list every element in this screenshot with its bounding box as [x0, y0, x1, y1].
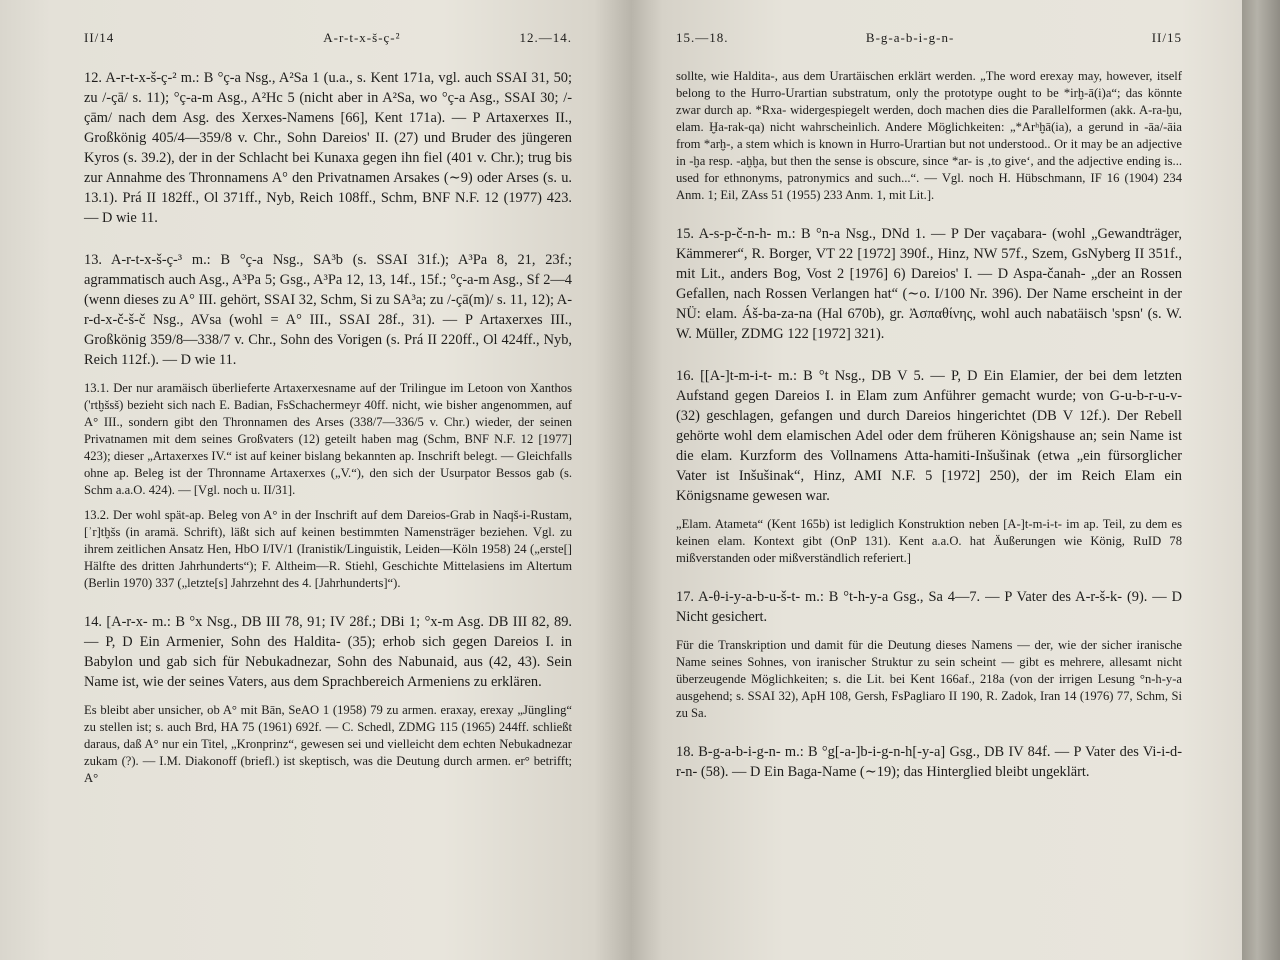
right-entry-range: 15.—18. — [676, 30, 729, 45]
left-page-number: II/14 — [84, 30, 115, 45]
book-page-edge — [1242, 0, 1280, 960]
right-page-number: II/15 — [1151, 30, 1182, 45]
note-14-continued: sollte, wie Haldita-, aus dem Urartäischen erklärt werden. „The word erexay may, however, itself belong to the Hurro-Urartian substratum, only the prototype ought to be *irḫ-ā(i)a“; das könnte zwar durch ap. *Rxa- widergespiegelt werden, doch machen dies die Parallelformen (akk. A-ra-ḫu, elam. Ḫa-rak-qa) nicht wahrscheinlich. Andere Möglichkeiten: „*Arʰḫā(ia), a gerund in -āa/-āia from *arḫ-, a stem which is known in Hurro-Urartian but not understood.. Or it may be an adjective in -ḫa resp. -aḫḫa, but then the sense is obscure, since *ar- is ‚to give‘, and the adjective ending is... used for ethnonyms, patronymics and such...“. — Vgl. noch H. Hübschmann, IF 16 (1904) 234 Anm. 1; Eil, ZAss 51 (1955) 233 Anm. 1, mit Lit.]. — [676, 69, 1182, 202]
note-16: „Elam. Atameta“ (Kent 165b) ist lediglich Konstruktion neben [A-]t-m-i-t- im ap. Teil, zu dem es keinen elam. Kontext gibt (OnP 131). Kent a.a.O. hat Äußerungen wie König, RuID 78 mißverstanden oder mißverständlich referiert.] — [676, 517, 1182, 565]
note-17: Für die Transkription und damit für die Deutung dieses Namens — der, wie der sicher iranische Name seines Sohnes, von iranischer Struktur zu sein scheint — gibt es mehrere, allesamt nicht überzeugende Möglichkeiten; s. die Lit. bei Kent 166af., 218a (von der irrigen Lesung °n-h-y-a ausgehend; s. SSAI 32), ApH 108, Gersh, FsPagliaro II 190, R. Zadok, Iran 14 (1976) 77, Schm, Si zu Sa. — [676, 638, 1182, 720]
right-page — [632, 0, 1242, 960]
entry-13: 13. A-r-t-x-š-ç-³ m.: B °ç-a Nsg., SA³b (s. SSAI 31f.); A³Pa 8, 21, 23f.; agrammatisch auch Asg., A³Pa 5; Gsg., A³Pa 12, 13, 14f., 15f.; °ç-a-m Asg., Sf 2—4 (wenn dieses zu A° III. gehört, SSAI 32, Schm, Si zu SA³a; zu /-çā(m)/ s. 11, 12); A-r-d-x-č-š-č Nsg., AVsa (wohl = A° III., SSAI 28f., 31). — P Artaxerxes III., Großkönig 359/8—338/7 v. Chr., Sohn des Vorigen (s. Prá II 220ff., Ol 424ff., Nyb, Reich 112f.). — D wie 11. — [84, 252, 572, 368]
entry-17: 17. A-θ-i-y-a-b-u-š-t- m.: B °t-h-y-a Gsg., Sa 4—7. — P Vater des A-r-š-k- (9). — D Nicht gesichert. — [676, 589, 1182, 625]
entry-12: 12. A-r-t-x-š-ç-² m.: B °ç-a Nsg., A²Sa 1 (u.a., s. Kent 171a, vgl. auch SSAI 31, 50; zu /-çā/ s. 11); °ç-a-m Asg., A²Hc 5 (nicht aber in A²Sa, wo °ç-a Asg., SSAI 30; /-çām/ nach dem Asg. des Xerxes-Namens [66], Kent 171a). — P Artaxerxes II., Großkönig 405/4—359/8 v. Chr., Sohn Dareios' II. (27) und Bruder des jüngeren Kyros (s. 39.2), der in der Schlacht bei Kunaxa gegen ihn fiel (401 v. Chr.); trug bis zur Annahme des Thronnamens A° den Privatnamen Arsakes (∼9) oder Arses (s. u. 13.1). Prá II 182ff., Ol 371ff., Nyb, Reich 108ff., Schm, BNF N.F. 12 (1977) 423. — D wie 11. — [84, 70, 572, 226]
right-running-head: B-g-a-b-i-g-n- — [865, 30, 955, 45]
entry-16: 16. [[A-]t-m-i-t- m.: B °t Nsg., DB V 5. — P, D Ein Elamier, der bei dem letzten Aufstand gegen Dareios I. in Elam zum Anführer gemacht wurde; von G-u-b-r-u-v- (32) geschlagen, gefangen und durch Dareios hingerichtet (DB V 12f.). Der Rebell gehörte wohl dem elamischen Adel oder dem früheren Königshause an; sein Name ist die elam. Kurzform des Vollnamens Atta-hamiti-Inšušinak (etwa „ein fürsorglicher Vater ist Inšušinak“, Hinz, AMI N.F. 5 [1972] 250), der im Reich Elam ein Königsname gewesen war. — [676, 368, 1182, 504]
entry-14: 14. [A-r-x- m.: B °x Nsg., DB III 78, 91; IV 28f.; DBi 1; °x-m Asg. DB III 82, 89. — P, D Ein Armenier, Sohn des Haldita- (35); erhob sich gegen Dareios I. in Babylon und gab sich für Nebukadnezar, Sohn des Nabunaid, aus (42, 43). Sein Name ist, wie der seines Vaters, aus dem Sprachbereich Armeniens zu erklären. — [84, 614, 572, 690]
left-page — [0, 0, 632, 960]
note-13-2: 13.2. Der wohl spät-ap. Beleg von A° in der Inschrift auf dem Dareios-Grab in Naqš-i-Rustam, [ʾr]tḫšs (in aramä. Schrift), läßt sich auf keinen bestimmten Namensträger beziehen. Vgl. zu ihrem zeitlichen Ansatz Hen, HbO I/IV/1 (Iranistik/Linguistik, Leiden—Köln 1958) 24 („erste[] Hälfte des dritten Jahrhunderts“); F. Altheim—R. Stiehl, Geschichte Mittelasiens im Altertum (Berlin 1970) 337 („letzte[s] Jahrzehnt des 4. [Jahrhunderts]“). — [84, 508, 572, 590]
right-page-header — [676, 30, 1182, 46]
entry-18: 18. B-g-a-b-i-g-n- m.: B °g[-a-]b-i-g-n-h[-y-a] Gsg., DB IV 84f. — P Vater des Vi-i-d-r-n- (58). — D Ein Baga-Name (∼19); das Hinterglied bleibt ungeklärt. — [676, 744, 1182, 780]
note-14: Es bleibt aber unsicher, ob A° mit Bān, SeAO 1 (1958) 79 zu armen. eraxay, erexay „Jüngling“ zu stellen ist; s. auch Brd, HA 75 (1961) 692f. — C. Schedl, ZDMG 115 (1965) 244ff. schließt daraus, daß A° nur ein Titel, „Kronprinz“, gewesen sei und vielleicht dem echten Nebukadnezar zukam (?). — I.M. Diakonoff (briefl.) ist skeptisch, was die Deutung durch armen. er° betrifft; A° — [84, 703, 572, 785]
left-running-head: A-r-t-x-š-ç-² — [323, 30, 401, 45]
left-entry-range: 12.—14. — [519, 30, 572, 45]
entry-15: 15. A-s-p-č-n-h- m.: B °n-a Nsg., DNd 1. — P Der vaçabara- (wohl „Gewandträger, Kämmerer“, R. Borger, VT 22 [1972] 390f., Hinz, NW 57f., Szem, GsNyberg II 351f., mit Lit., anders Bog, Vost 2 [1976] 6) Dareios' I. — D Aspa-čanah- „der an Rossen Gefallen, nach Rossen Verlangen hat“ (∼o. I/100 Nr. 396). Der Name erscheint in der NÜ: elam. Áš-ba-za-na (Hal 670b), gr. Ἀσπαθίνης, wohl auch nabatäisch 'spsn' (s. W. W. Müller, ZDMG 122 [1972] 321). — [676, 226, 1182, 342]
note-13-1: 13.1. Der nur aramäisch überlieferte Artaxerxesname auf der Trilingue im Letoon von Xanthos ('rtḫšsš) bezieht sich nach E. Badian, FsSchachermeyr 40ff. nicht, wie bisher angenommen, auf A° III., sondern gibt den Thronnamen des Arses (338/7—336/5 v. Chr.) wieder, der seinen Privatnamen mit dem seines Großvaters (12) geteilt haben mag (Schm, BNF N.F. 12 [1977] 423); dieser „Artaxerxes IV.“ ist auf keiner bislang bekannten ap. Inschrift belegt. — Gleichfalls ohne ap. Beleg ist der Thronname Artaxerxes („V.“), den sich der Usurpator Bessos gab (s. Schm a.a.O. 424). — [Vgl. noch u. II/31]. — [84, 381, 572, 497]
left-page-header — [84, 30, 572, 46]
